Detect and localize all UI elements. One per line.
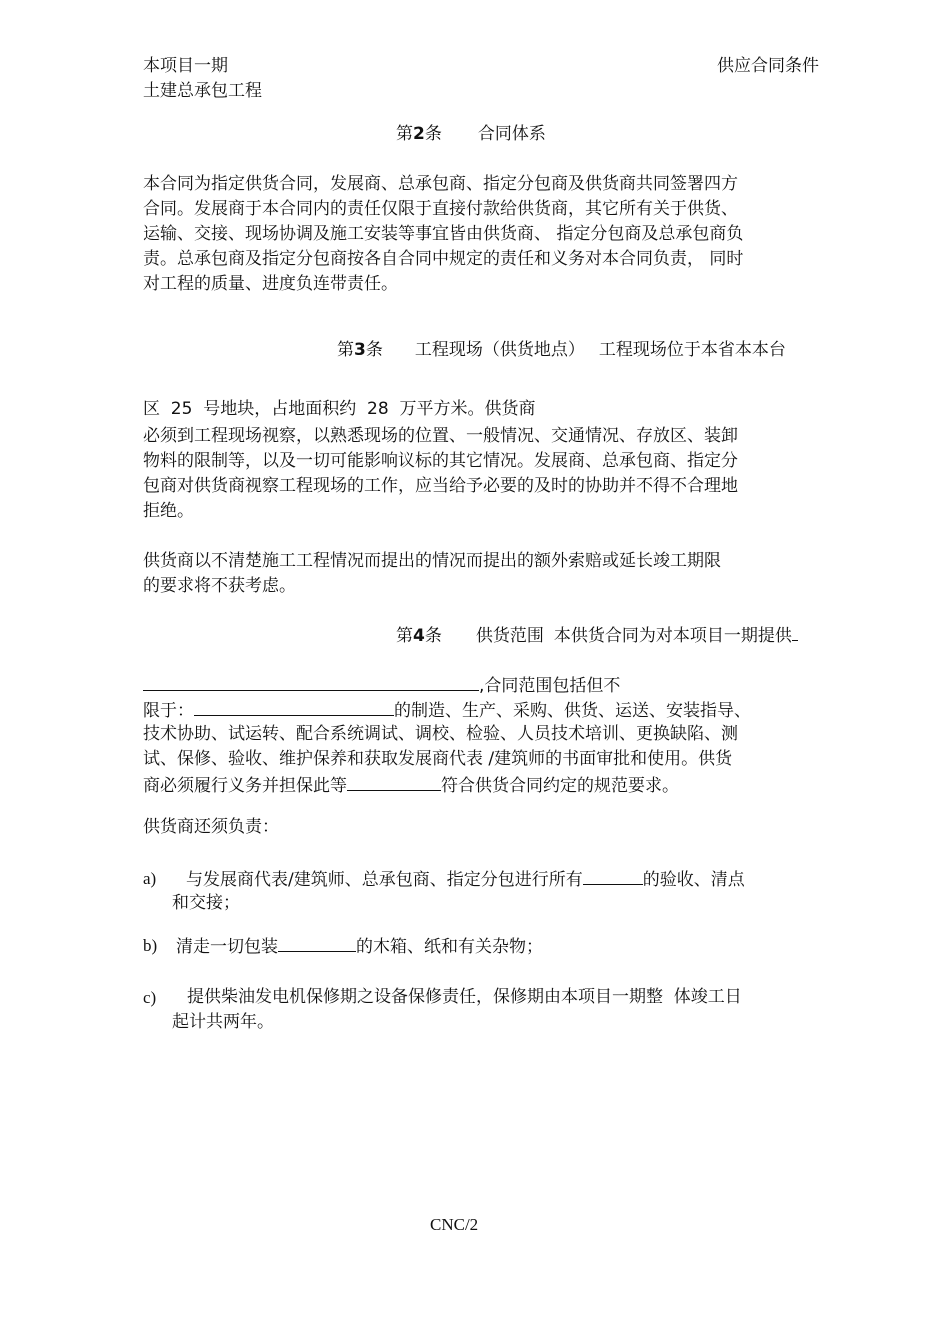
- article-2-num-post: 条: [424, 124, 442, 144]
- article-4-line-2: [143, 697, 751, 724]
- goods-blank: [347, 772, 441, 791]
- article-2-num-pre: 第: [396, 124, 413, 144]
- page-number: CNC/2: [430, 1215, 479, 1234]
- item-b-marker: b): [143, 936, 158, 955]
- article-2-line: 运输、交接、现场协调及施工安装等事宜皆由供货商、 指定分包商及总承包商负: [143, 224, 744, 244]
- item-c-continuation: 起计共两年。: [172, 1012, 274, 1032]
- article-4-scope-blank: [792, 622, 798, 641]
- article-4-inline-text: 本供货合同为对本项目一期提供: [553, 626, 792, 646]
- article-2-body: [143, 172, 743, 297]
- supply-scope-blank: [143, 672, 479, 691]
- item-b-prefix: 清走一切包装: [176, 937, 278, 957]
- article-3-note: [143, 549, 721, 599]
- article-4-line-5: [143, 772, 679, 799]
- article-3-body: [143, 424, 738, 524]
- item-b-blank: [278, 933, 356, 952]
- item-c-text: 提供柴油发电机保修期之设备保修责任，保修期由本项目一期整 体竣工日: [187, 987, 742, 1007]
- article-3-inline-text: 工程现场位于本省本本台: [598, 340, 786, 360]
- article-2-line: 本合同为指定供货合同，发展商、总承包商、指定分包商及供货商共同签署四方: [143, 174, 738, 194]
- supplier-responsibilities-label: 供货商还须负责：: [143, 817, 279, 837]
- header-project-name: 本项目一期: [143, 56, 228, 76]
- article-4-line-5-prefix: 商必须履行义务并担保此等: [143, 776, 347, 796]
- article-2-line: 对工程的质量、进度负连带责任。: [143, 274, 398, 294]
- article-4-line-1-text: ,合同范围包括但不: [479, 676, 621, 696]
- item-a-blank: [583, 866, 643, 885]
- article-3-line: 物料的限制等，以及一切可能影响议标的其它情况。发展商、总承包商、指定分: [143, 451, 738, 471]
- article-4-num-pre: 第: [396, 626, 413, 646]
- item-a-marker: a): [143, 869, 157, 888]
- equipment-blank: [194, 697, 394, 716]
- article-4-line-3: 技术协助、试运转、配合系统调试、调校、检验、人员技术培训、更换缺陷、测: [143, 724, 738, 744]
- article-3-line: 包商对供货商视察工程现场的工作，应当给予必要的及时的协助并不得不合理地: [143, 476, 738, 496]
- article-4-line-2-text: 的制造、生产、采购、供货、运送、安装指导、: [394, 701, 751, 721]
- article-4-line-4: 试、保修、验收、维护保养和获取发展商代表 /建筑师的书面审批和使用。供货: [143, 749, 733, 769]
- article-3-heading: [337, 338, 786, 363]
- article-3-note-line: 的要求将不获考虑。: [143, 576, 296, 596]
- article-3-num-post: 条: [365, 340, 383, 360]
- article-3-line: 拒绝。: [143, 501, 194, 521]
- article-3-title: 工程现场（供货地点）: [414, 340, 585, 360]
- article-3-note-line: 供货商以不清楚施工工程情况而提出的情况而提出的额外索赔或延长竣工期限: [143, 551, 721, 571]
- article-2-line: 责。总承包商及指定分包商按各自合同中规定的责任和义务对本合同负责， 同时: [143, 249, 744, 269]
- item-a-text: [186, 866, 745, 893]
- article-3-continuation: 区 25 号地块，占地面积约 28 万平方米。供货商: [143, 399, 536, 419]
- article-4-num-post: 条: [424, 626, 442, 646]
- header-document-title: 供应合同条件: [717, 56, 819, 76]
- item-b-text: [176, 933, 543, 960]
- article-4-line-1: [143, 672, 620, 699]
- item-c-marker: c): [143, 988, 157, 1007]
- article-2-line: 合同。发展商于本合同内的责任仅限于直接付款给供货商，其它所有关于供货、: [143, 199, 738, 219]
- article-2-title: 合同体系: [477, 124, 546, 144]
- item-a-continuation: 和交接；: [172, 893, 240, 913]
- article-3-number: 3: [354, 340, 366, 360]
- article-4-title: 供货范围: [475, 626, 544, 646]
- item-a-prefix: 与发展商代表/建筑师、总承包商、指定分包进行所有: [186, 870, 583, 890]
- item-a-suffix: 的验收、清点: [642, 870, 745, 890]
- article-3-line: 必须到工程现场视察，以熟悉现场的位置、一般情况、交通情况、存放区、装卸: [143, 426, 738, 446]
- header-project-subtitle: 土建总承包工程: [143, 81, 262, 101]
- article-2-heading: [396, 122, 546, 147]
- item-b-suffix: 的木箱、纸和有关杂物；: [356, 937, 543, 957]
- article-4-line-5-text: 符合供货合同约定的规范要求。: [441, 776, 679, 796]
- article-4-number: 4: [413, 626, 425, 646]
- article-4-line-2-prefix: 限于：: [143, 701, 194, 721]
- article-4-heading: [396, 622, 798, 649]
- article-3-num-pre: 第: [337, 340, 354, 360]
- article-2-number: 2: [413, 124, 425, 144]
